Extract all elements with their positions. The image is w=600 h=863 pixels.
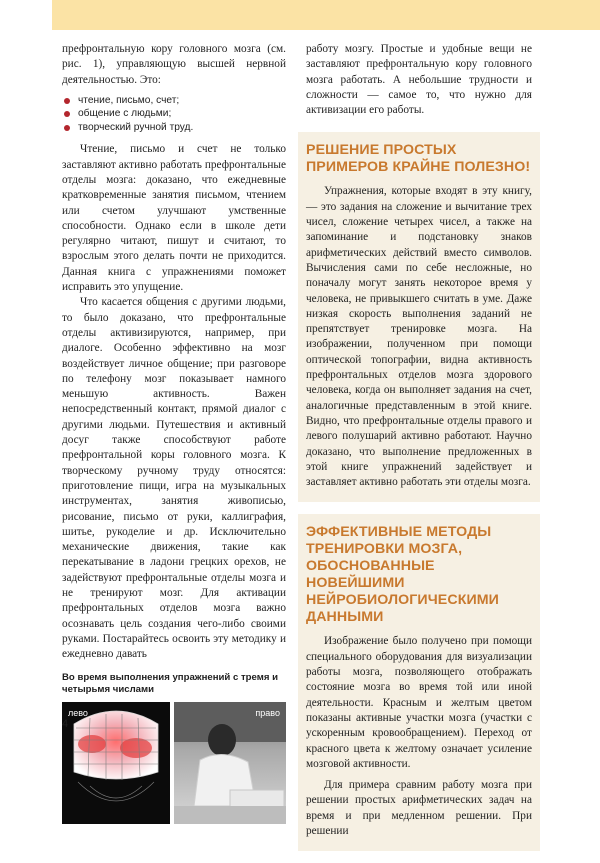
bullet-dot-icon bbox=[64, 125, 70, 131]
bullet-item: творческий ручной труд. bbox=[62, 121, 286, 135]
right-paragraph-1: работу мозгу. Простые и удобные вещи не заставляют префронтальную кору головного мозга работать. А небольшие трудности и сложности — самое то, что нужно для активизации его работы. bbox=[306, 43, 532, 117]
left-column bbox=[62, 42, 286, 824]
person-at-desk-photo bbox=[174, 702, 286, 824]
page-number: 4 bbox=[62, 718, 69, 730]
figure-caption: Во время выполнения упражнений с тремя и четырьмя числами bbox=[62, 672, 279, 696]
section-heading: ЭФФЕКТИВНЫЕ МЕТОДЫ ТРЕНИРОВКИ МОЗГА, ОБОСНОВАННЫЕ НОВЕЙШИМИ НЕЙРОБИОЛОГИЧЕСКИМИ ДАННЫМИ bbox=[306, 524, 499, 626]
section-effective-methods bbox=[298, 514, 540, 851]
section-simple-examples bbox=[298, 132, 540, 502]
right-column bbox=[306, 42, 532, 863]
bullet-list bbox=[62, 94, 286, 135]
bullet-dot-icon bbox=[64, 111, 70, 117]
section-text-2: Для примера сравним работу мозга при решении простых арифметических задач на время и при медленном решении. При решении bbox=[306, 779, 532, 837]
figure bbox=[62, 702, 286, 824]
left-paragraph-1: префронтальную кору головного мозга (см. рис. 1), управляющую высшей нервной деятельностью. Это: bbox=[62, 43, 286, 86]
section-heading: РЕШЕНИЕ ПРОСТЫХ ПРИМЕРОВ КРАЙНЕ ПОЛЕЗНО! bbox=[306, 142, 531, 176]
figure-label-left: лево bbox=[68, 708, 88, 719]
figure-label-right: право bbox=[255, 708, 280, 719]
brain-topography-image bbox=[62, 702, 170, 824]
section-text: Упражнения, которые входят в эту книгу, — это задания на сложение и вычитание трех чисел, сложение четырех чисел, а также на запоминание и подстановку знаков арифметических действий вместо символов. Вычисления сами по себе несложные, но поначалу могут занять некоторое время у человека, не привыкшего считать в уме. Даже низкая скорость выполнения заданий не препятствует тренировке мозга. На изображении, полученном при помощи оптической топографии, видна активность префронтальных отделов мозга здорового человека, когда он выполняет задания на счет, аналогичные представленным в этой книге. Видно, что префронтальные отделы правого и левого полушарий активно работают. Научно доказано, что выполнение предложенных в этой книге упражнений задействует и заставляет активно работать эти отделы мозга. bbox=[306, 185, 532, 489]
bullet-item: чтение, письмо, счет; bbox=[62, 94, 286, 108]
bullet-dot-icon bbox=[64, 98, 70, 104]
section-text-1: Изображение было получено при помощи специального оборудования для визуализации работы мозга, позволяющего отображать состояние мозга во время той или иной деятельности. Красным и желтым цветом показаны активные участки мозга (участки с ускоренным кровообращением). Переход от красного цвета к желтому означает усиление мозговой активности. bbox=[306, 635, 532, 770]
left-paragraph-3: Что касается общения с другими людьми, то было доказано, что префронтальные отделы активизируются, например, при диалоге. Особенно эффективно на мозг воздействует личное общение; при разговоре по телефону мозг показывает намного меньшую активность. Важен непосредственный контакт, прямой диалог с другими людьми. Путешествия и активный досуг также способствуют работе префронтальной коры головного мозга. К творческому ручному труду относятся: приготовление пищи, игра на музыкальных инструментах, занятия живописью, рисование, письмо от руки, каллиграфия, шитье, рукоделие и др. Исключительно механические движения, такие как перекатывание в ладони грецких орехов, не задействуют префронтальные отделы мозга и не тренируют мозг. Для активации префронтальных отделов мозга важно осознавать цель создания чего-либо своими руками. Постарайтесь освоить эту методику и ежедневно давать bbox=[62, 296, 286, 661]
left-paragraph-2: Чтение, письмо и счет не только заставляют активно работать префронтальные отделы мозга: доказано, что ежедневные кратковременные занятия письмом, чтением или счетом улучшают умственные способности. Однако если в школе дети регулярно читают, пишут и считают, то взрослым этого делать почти не приходится. Данная книга с упражнениями поможет исправить это упущение. bbox=[62, 143, 286, 294]
top-color-band bbox=[52, 0, 600, 30]
bullet-item: общение с людьми; bbox=[62, 107, 286, 121]
